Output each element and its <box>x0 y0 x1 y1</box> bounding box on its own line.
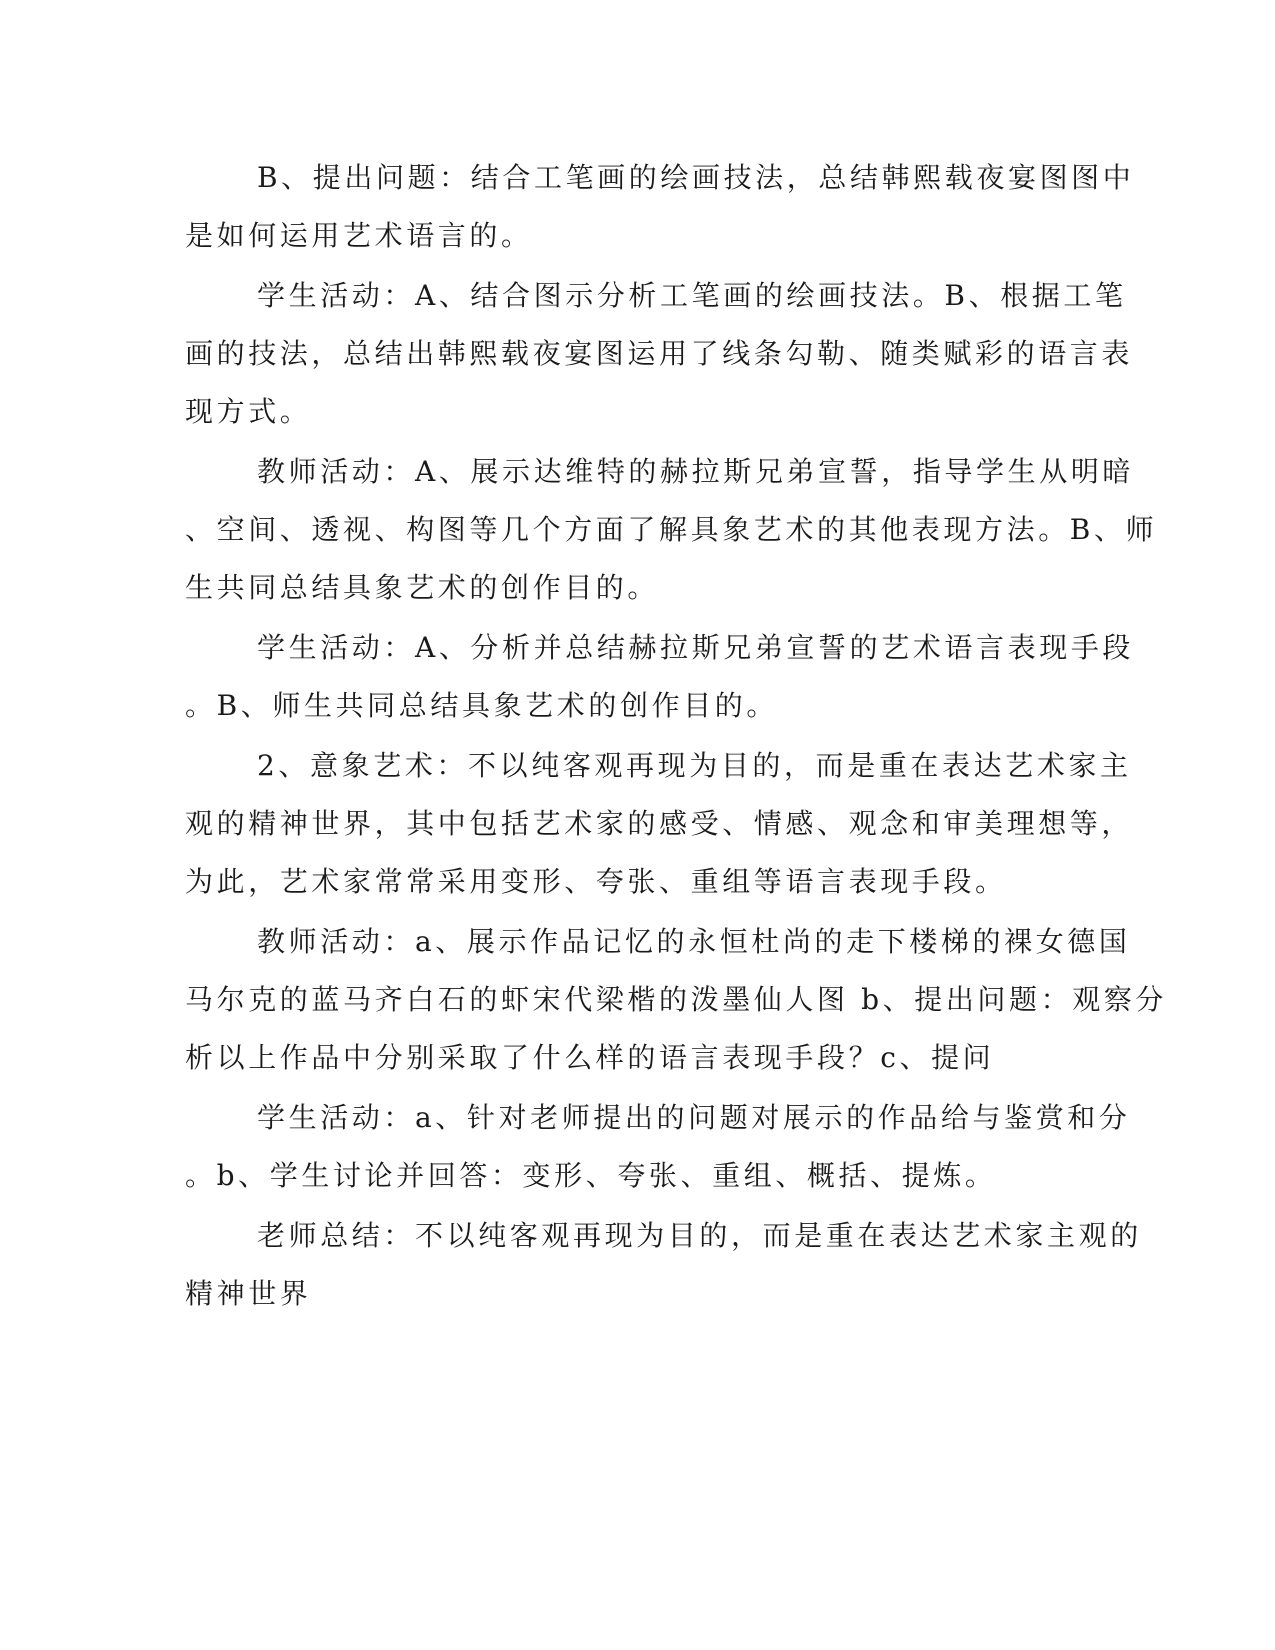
paragraph-line: 精神世界 <box>185 1277 312 1310</box>
paragraph-line: 马尔克的蓝马齐白石的虾宋代梁楷的泼墨仙人图 b、提出问题：观察分 <box>185 983 1168 1016</box>
paragraph-line: 观的精神世界，其中包括艺术家的感受、情感、观念和审美理想等， <box>185 807 1134 840</box>
paragraph-line: 析以上作品中分别采取了什么样的语言表现手段？c、提问 <box>185 1041 995 1074</box>
paragraph-line: 画的技法，总结出韩熙载夜宴图运用了线条勾勒、随类赋彩的语言表 <box>185 337 1134 370</box>
paragraph-line: 生共同总结具象艺术的创作目的。 <box>185 571 660 604</box>
paragraph-line: 、空间、透视、构图等几个方面了解具象艺术的其他表现方法。B、师 <box>185 513 1158 546</box>
paragraph-line: 老师总结：不以纯客观再现为目的，而是重在表达艺术家主观的 <box>257 1219 1142 1252</box>
paragraph-line: 。B、师生共同总结具象艺术的创作目的。 <box>185 689 778 722</box>
paragraph-line: 学生活动：a、针对老师提出的问题对展示的作品给与鉴赏和分 <box>257 1101 1131 1134</box>
paragraph-line: B、提出问题：结合工笔画的绘画技法，总结韩熙载夜宴图图中 <box>257 161 1135 194</box>
paragraph-line: 。b、学生讨论并回答：变形、夸张、重组、概括、提炼。 <box>185 1159 997 1192</box>
paragraph-line: 为此，艺术家常常采用变形、夸张、重组等语言表现手段。 <box>185 865 1007 898</box>
paragraph-line: 教师活动：a、展示作品记忆的永恒杜尚的走下楼梯的裸女德国 <box>257 925 1131 958</box>
paragraph-line: 教师活动：A、展示达维特的赫拉斯兄弟宣誓，指导学生从明暗 <box>257 455 1135 488</box>
paragraph-line: 现方式。 <box>185 395 312 428</box>
paragraph-line: 学生活动：A、分析并总结赫拉斯兄弟宣誓的艺术语言表现手段 <box>257 631 1135 664</box>
paragraph-line: 2、意象艺术：不以纯客观再现为目的，而是重在表达艺术家主 <box>257 749 1132 782</box>
paragraph-line: 是如何运用艺术语言的。 <box>185 219 533 252</box>
paragraph-line: 学生活动：A、结合图示分析工笔画的绘画技法。B、根据工笔 <box>257 279 1127 312</box>
